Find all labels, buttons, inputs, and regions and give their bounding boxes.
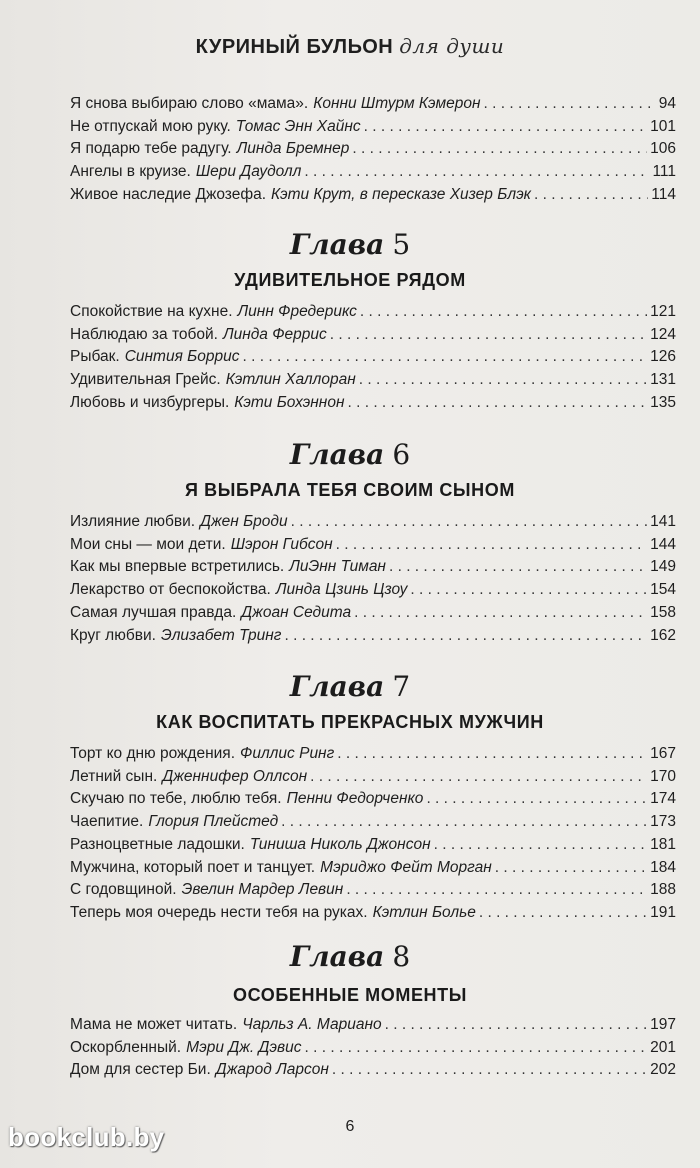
- toc-entry[interactable]: [70, 742, 676, 766]
- entry-title: Я снова выбираю слово «мама».: [70, 95, 309, 112]
- chapter-title: КАК ВОСПИТАТЬ ПРЕКРАСНЫХ МУЖЧИН: [156, 712, 544, 732]
- entry-page-number: 131: [650, 371, 676, 389]
- entry-author: Кэтлин Халлоран: [225, 371, 356, 389]
- leader-dots: [484, 92, 656, 116]
- entry-title: Летний сын.: [70, 767, 158, 785]
- chapter-number: 8: [392, 940, 411, 973]
- entry-page-number: 154: [650, 581, 676, 599]
- entry-title: Чаепитие.: [70, 813, 144, 831]
- toc-entry[interactable]: [70, 300, 676, 324]
- entry-page-number: 181: [650, 835, 676, 853]
- entry-title: Торт ко дню рождения.: [70, 745, 235, 762]
- entry-title: Лекарство от беспокойства.: [70, 581, 271, 599]
- entry-page-number: 149: [650, 558, 676, 576]
- entry-author: Кэти Крут, в пересказе Хизер Блэк: [271, 185, 532, 203]
- entry-page-number: 101: [650, 117, 676, 135]
- leader-dots: [352, 137, 647, 161]
- entry-author: Линн Фредерикс: [237, 303, 357, 320]
- leader-dots: [434, 833, 648, 857]
- running-header: [0, 34, 700, 59]
- chapter-number: 7: [392, 670, 411, 703]
- entry-author: Пенни Федорченко: [286, 790, 424, 808]
- toc-entry[interactable]: [70, 115, 676, 139]
- toc-entry[interactable]: [70, 160, 676, 184]
- leader-dots: [347, 391, 647, 415]
- chapter-heading: [0, 228, 700, 261]
- toc-entry[interactable]: [70, 92, 676, 116]
- entry-title: Рыбак.: [70, 348, 120, 366]
- entry-page-number: 106: [650, 140, 676, 158]
- entry-title: Ангелы в круизе.: [70, 163, 191, 181]
- entry-page-number: 114: [651, 185, 676, 203]
- toc-entry[interactable]: [70, 1058, 676, 1082]
- entry-page-number: 201: [650, 1038, 676, 1056]
- leader-dots: [495, 856, 647, 880]
- entry-author: Томас Энн Хайнс: [235, 117, 361, 135]
- chapter-word: Глава: [289, 438, 385, 471]
- toc-entry[interactable]: [70, 1013, 676, 1037]
- chapter-title: УДИВИТЕЛЬНОЕ РЯДОМ: [234, 270, 466, 290]
- leader-dots: [304, 160, 649, 184]
- leader-dots: [284, 624, 647, 648]
- entry-author: Линда Цзинь Цзоу: [275, 581, 408, 599]
- chapter-heading: [0, 940, 700, 973]
- leader-dots: [243, 345, 648, 369]
- leader-dots: [389, 555, 647, 579]
- entry-author: Мэриджо Фейт Морган: [320, 858, 492, 876]
- chapter-word: Глава: [289, 670, 385, 703]
- leader-dots: [310, 765, 647, 789]
- watermark: bookclub.by: [8, 1122, 165, 1152]
- chapter-title: ОСОБЕННЫЕ МОМЕНТЫ: [233, 985, 467, 1005]
- toc-entry[interactable]: [70, 833, 676, 857]
- entry-title: Наблюдаю за тобой.: [70, 325, 218, 343]
- toc-entry[interactable]: [70, 137, 676, 161]
- entry-page-number: 111: [652, 163, 676, 181]
- entry-author: Джен Броди: [200, 513, 288, 530]
- entry-page-number: 188: [650, 881, 676, 899]
- entry-title: Любовь и чизбургеры.: [70, 393, 230, 411]
- leader-dots: [364, 115, 647, 139]
- entry-author: Глория Плейстед: [148, 813, 279, 831]
- entry-author: ЛиЭнн Тиман: [289, 558, 386, 576]
- entry-author: Кэтлин Болье: [372, 903, 476, 921]
- chapter-word: Глава: [289, 228, 385, 261]
- leader-dots: [479, 901, 647, 925]
- entry-title: Мужчина, который поет и танцует.: [70, 858, 316, 876]
- leader-dots: [385, 1013, 648, 1037]
- entry-title: Разноцветные ладошки.: [70, 835, 245, 853]
- leader-dots: [426, 787, 647, 811]
- entry-title: Круг любви.: [70, 626, 156, 644]
- entry-author: Тиниша Николь Джонсон: [249, 835, 431, 853]
- entry-title: Я подарю тебе радугу.: [70, 140, 232, 158]
- entry-author: Чарльз А. Мариано: [242, 1016, 382, 1033]
- leader-dots: [337, 742, 647, 766]
- toc-entry[interactable]: [70, 183, 676, 207]
- leader-dots: [305, 1036, 648, 1060]
- entry-author: Кэти Бохэннон: [234, 393, 345, 411]
- entry-title: Как мы впервые встретились.: [70, 558, 285, 576]
- chapter-number: 6: [392, 438, 411, 471]
- entry-author: Элизабет Тринг: [160, 626, 282, 644]
- toc-entry[interactable]: [70, 787, 676, 811]
- leader-dots: [359, 368, 647, 392]
- leader-dots: [410, 578, 647, 602]
- toc-entry[interactable]: [70, 601, 676, 625]
- entry-page-number: 173: [650, 813, 676, 831]
- entry-title: Живое наследие Джозефа.: [70, 185, 267, 203]
- entry-page-number: 197: [650, 1016, 676, 1033]
- page-number: 6: [345, 1118, 355, 1135]
- entry-title: Дом для сестер Би.: [70, 1061, 211, 1079]
- entry-title: Самая лучшая правда.: [70, 603, 237, 621]
- toc-entry[interactable]: [70, 391, 676, 415]
- entry-author: Джарод Ларсон: [215, 1061, 329, 1079]
- toc-entry[interactable]: [70, 555, 676, 579]
- entry-page-number: 141: [650, 513, 676, 530]
- entry-page-number: 174: [650, 790, 676, 808]
- entry-author: Синтия Боррис: [124, 348, 240, 366]
- entry-page-number: 94: [658, 95, 676, 112]
- entry-page-number: 121: [650, 303, 676, 320]
- chapter-heading: [0, 670, 700, 703]
- entry-page-number: 126: [650, 348, 676, 366]
- entry-page-number: 124: [650, 325, 676, 343]
- leader-dots: [534, 183, 648, 207]
- entry-page-number: 170: [650, 767, 676, 785]
- entry-title: Не отпускай мою руку.: [70, 117, 231, 135]
- leader-dots: [354, 601, 647, 625]
- entry-author: Шери Даудолл: [195, 163, 302, 181]
- entry-page-number: 202: [650, 1061, 676, 1079]
- toc-entry[interactable]: [70, 323, 676, 347]
- toc-entry[interactable]: [70, 510, 676, 534]
- entry-author: Линда Феррис: [222, 325, 327, 343]
- entry-author: Мэри Дж. Дэвис: [186, 1038, 302, 1056]
- leader-dots: [281, 810, 647, 834]
- entry-author: Конни Штурм Кэмерон: [313, 95, 481, 112]
- toc-entry[interactable]: [70, 878, 676, 902]
- toc-entry[interactable]: [70, 624, 676, 648]
- entry-author: Дженнифер Оллсон: [162, 767, 308, 785]
- entry-title: Оскорбленный.: [70, 1038, 182, 1056]
- entry-title: Теперь моя очередь нести тебя на руках.: [70, 903, 368, 921]
- toc-entry[interactable]: [70, 810, 676, 834]
- entry-author: Джоан Седита: [241, 603, 352, 621]
- entry-page-number: 184: [650, 858, 676, 876]
- leader-dots: [332, 1058, 647, 1082]
- toc-entry[interactable]: [70, 345, 676, 369]
- entry-page-number: 135: [650, 393, 676, 411]
- toc-entry[interactable]: [70, 533, 676, 557]
- chapter-word: Глава: [289, 940, 385, 973]
- entry-page-number: 167: [650, 745, 676, 762]
- toc-entry[interactable]: [70, 901, 676, 925]
- toc-entry[interactable]: [70, 856, 676, 880]
- entry-author: Шэрон Гибсон: [230, 535, 333, 553]
- entry-page-number: 191: [650, 903, 676, 921]
- entry-title: Скучаю по тебе, люблю тебя.: [70, 790, 282, 808]
- entry-title: Спокойствие на кухне.: [70, 303, 233, 320]
- leader-dots: [336, 533, 647, 557]
- chapter-number: 5: [392, 228, 411, 261]
- entry-page-number: 162: [650, 626, 676, 644]
- chapter-heading: [0, 438, 700, 471]
- entry-author: Линда Бремнер: [236, 140, 350, 158]
- toc-entry[interactable]: [70, 765, 676, 789]
- entry-title: Удивительная Грейс.: [70, 371, 221, 389]
- toc-entry[interactable]: [70, 1036, 676, 1060]
- leader-dots: [330, 323, 647, 347]
- entry-title: С годовщиной.: [70, 881, 177, 899]
- entry-page-number: 158: [650, 603, 676, 621]
- toc-entry[interactable]: [70, 368, 676, 392]
- chapter-title: Я ВЫБРАЛА ТЕБЯ СВОИМ СЫНОМ: [185, 480, 515, 500]
- leader-dots: [291, 510, 648, 534]
- entry-page-number: 144: [650, 535, 676, 553]
- leader-dots: [360, 300, 647, 324]
- entry-title: Излияние любви.: [70, 513, 196, 530]
- entry-title: Мама не может читать.: [70, 1016, 238, 1033]
- toc-entry[interactable]: [70, 578, 676, 602]
- entry-author: Филлис Ринг: [240, 745, 335, 762]
- series-title-script: для души: [399, 34, 505, 58]
- entry-title: Мои сны — мои дети.: [70, 535, 226, 553]
- leader-dots: [346, 878, 647, 902]
- entry-author: Эвелин Мардер Левин: [181, 881, 344, 899]
- series-title: КУРИНЫЙ БУЛЬОН: [195, 36, 394, 58]
